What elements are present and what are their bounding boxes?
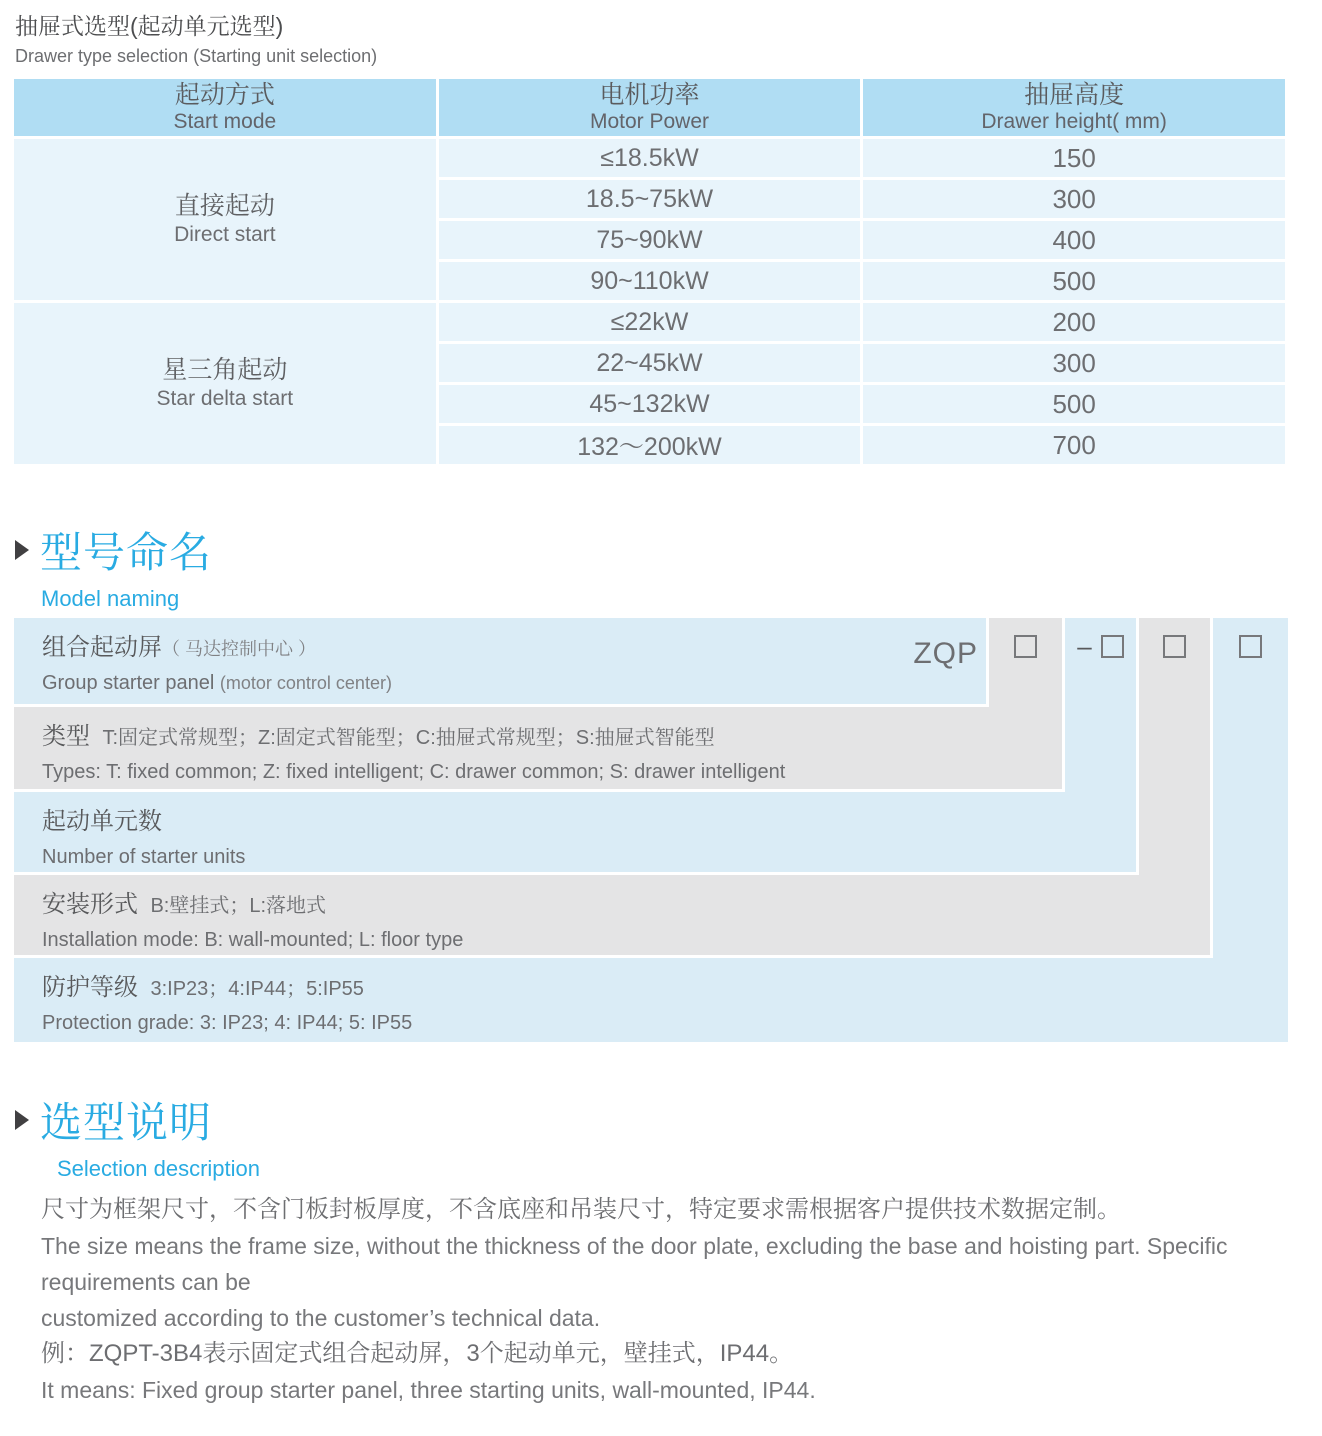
height-cell: 200 xyxy=(863,303,1285,341)
row2-label-cn: 类型 xyxy=(42,723,90,750)
row5-label-cn: 防护等级 xyxy=(42,974,138,1001)
height-cell: 150 xyxy=(863,139,1285,177)
section-arrow-icon xyxy=(15,540,29,560)
header-drawer-height-cn: 抽屉高度 xyxy=(1024,81,1125,110)
power-cell: 75~90kW xyxy=(439,221,861,259)
table-header-start-mode xyxy=(14,79,436,136)
power-cell: 22~45kW xyxy=(439,344,861,382)
group-cell-star-delta-start xyxy=(14,303,436,464)
section-title-selection-description-en: Selection description xyxy=(57,1156,261,1181)
row4-en: Installation mode: B: wall-mounted; L: floor type xyxy=(42,928,464,951)
description-example-en: It means: Fixed group starter panel, three starting units, wall-mounted, IP44. xyxy=(41,1377,816,1403)
header-start-mode-cn: 起动方式 xyxy=(174,81,275,110)
height-cell: 500 xyxy=(863,385,1285,423)
height-cell: 500 xyxy=(863,262,1285,300)
model-naming-diagram xyxy=(14,618,1288,1042)
group-star-delta-en: Star delta start xyxy=(156,387,294,410)
document-title-en: Drawer type selection (Starting unit selection) xyxy=(15,46,378,66)
power-cell: ≤22kW xyxy=(439,303,861,341)
model-code-box xyxy=(1014,635,1037,658)
section-title-model-naming-en: Model naming xyxy=(41,586,180,611)
model-code-box xyxy=(1239,635,1262,658)
model-code-dash: – xyxy=(1077,631,1092,661)
model-code-box xyxy=(1101,635,1124,658)
height-cell: 700 xyxy=(863,426,1285,464)
row1-en-paren: (motor control center) xyxy=(219,672,392,693)
header-start-mode-en: Start mode xyxy=(173,109,277,133)
group-direct-start-cn: 直接起动 xyxy=(174,191,275,220)
row3-label-cn: 起动单元数 xyxy=(42,808,162,835)
height-cell: 300 xyxy=(863,180,1285,218)
document-title xyxy=(15,8,377,67)
ladder-row-installation-mode xyxy=(14,875,1210,955)
section-title-selection-description-cn: 选型说明 xyxy=(40,1099,213,1146)
power-cell: 132～200kW xyxy=(439,426,861,464)
ladder-row-protection-grade xyxy=(14,958,1288,1042)
description-line-en: The size means the frame size, without the thickness of the door plate, excluding the base and hoisting part. Specific requirements can be xyxy=(41,1233,1228,1295)
table-header-motor-power xyxy=(439,79,861,136)
power-cell: ≤18.5kW xyxy=(439,139,861,177)
section-title-model-naming-cn: 型号命名 xyxy=(40,529,213,576)
row1-en-main: Group starter panel xyxy=(42,671,215,694)
group-cell-direct-start xyxy=(14,139,436,300)
group-direct-start-en: Direct start xyxy=(174,223,276,246)
row4-label-cn: 安装形式 xyxy=(42,891,138,918)
description-example-cn: 例：ZQPT-3B4表示固定式组合起动屏，3个起动单元，壁挂式，IP44。 xyxy=(41,1340,794,1367)
selection-description-paragraph xyxy=(41,1192,1293,1408)
row1-cn-paren: （ 马达控制中心 ） xyxy=(162,639,317,659)
row5-en: Protection grade: 3: IP23; 4: IP44; 5: IP55 xyxy=(42,1011,413,1034)
section-selection-description-heading xyxy=(15,1090,260,1182)
description-line-cn: 尺寸为框架尺寸，不含门板封板厚度，不含底座和吊装尺寸，特定要求需根据客户提供技术数据定制。 xyxy=(41,1196,1121,1223)
section-arrow-icon xyxy=(15,1110,29,1130)
header-drawer-height-en: Drawer height( mm) xyxy=(981,109,1167,133)
row2-en: Types: T: fixed common; Z: fixed intelligent; C: drawer common; S: drawer intelligent xyxy=(42,760,786,783)
selection-table xyxy=(14,79,1285,464)
model-prefix: ZQP xyxy=(913,637,978,670)
row1-cn-main: 组合起动屏 xyxy=(42,634,162,661)
section-model-naming-heading xyxy=(15,520,212,612)
table-header-drawer-height xyxy=(863,79,1285,136)
row4-detail-cn: B:壁挂式；L:落地式 xyxy=(150,895,327,917)
ladder-row-types xyxy=(14,707,1062,789)
header-motor-power-cn: 电机功率 xyxy=(599,81,700,110)
document-title-cn: 抽屉式选型(起动单元选型) xyxy=(15,13,284,39)
power-cell: 90~110kW xyxy=(439,262,861,300)
model-code-box xyxy=(1163,635,1186,658)
group-star-delta-cn: 星三角起动 xyxy=(162,355,288,384)
row5-detail-cn: 3:IP23；4:IP44；5:IP55 xyxy=(150,978,364,1000)
description-line-en: customized according to the customer’s technical data. xyxy=(41,1305,601,1331)
power-cell: 45~132kW xyxy=(439,385,861,423)
ladder-row-group-starter-panel xyxy=(14,618,986,704)
ladder-row-starter-units xyxy=(14,792,1136,872)
header-motor-power-en: Motor Power xyxy=(589,109,710,133)
power-cell: 18.5~75kW xyxy=(439,180,861,218)
row2-detail-cn: T:固定式常规型；Z:固定式智能型；C:抽屉式常规型；S:抽屉式智能型 xyxy=(102,727,715,749)
height-cell: 400 xyxy=(863,221,1285,259)
row3-en: Number of starter units xyxy=(42,845,246,868)
height-cell: 300 xyxy=(863,344,1285,382)
